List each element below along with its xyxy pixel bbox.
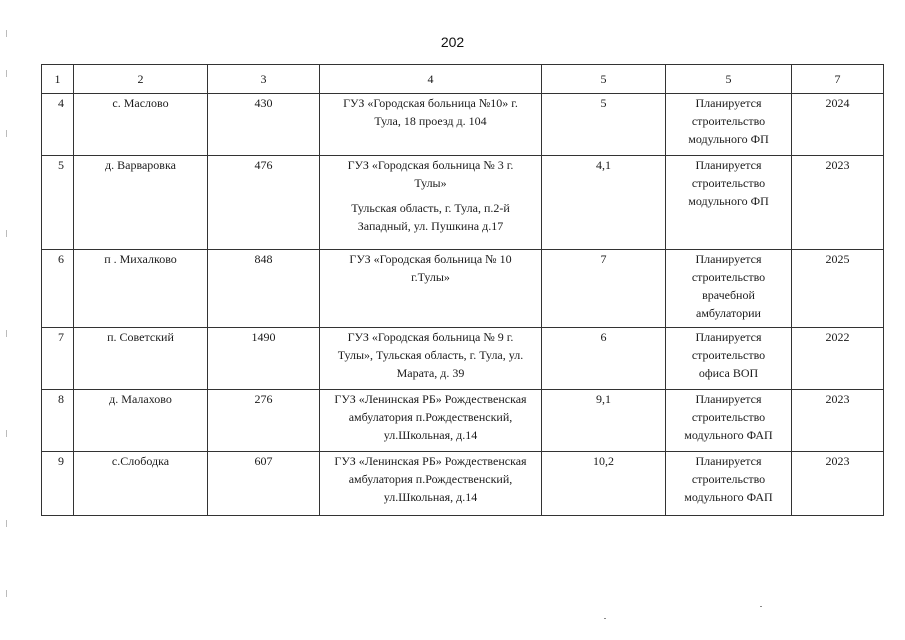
plan-cell-line: модульного ФАП <box>684 490 773 504</box>
institution-cell-line: ГУЗ «Городская больница № 3 г. <box>347 158 514 172</box>
plan-cell-line: строительство <box>691 348 766 362</box>
table-row <box>42 390 884 452</box>
institution-cell-line: амбулатория п.Рождественский, <box>348 410 513 424</box>
plan-cell-line: амбулатории <box>696 306 761 320</box>
year-cell: 2023 <box>792 156 884 250</box>
institution-cell-line: ул.Школьная, д.14 <box>383 428 478 442</box>
institution-cell <box>320 94 542 156</box>
settlement-cell: с. Маслово <box>74 94 208 156</box>
population-cell: 476 <box>208 156 320 250</box>
institution-cell-line: ГУЗ «Городская больница №10» г. <box>343 96 518 110</box>
plan-cell-line: Планируется <box>695 454 762 468</box>
institution-cell-line <box>323 192 538 199</box>
plan-cell <box>666 250 792 328</box>
year-cell: 2024 <box>792 94 884 156</box>
plan-cell <box>666 94 792 156</box>
population-cell: 276 <box>208 390 320 452</box>
header-cell: 5 <box>542 65 666 94</box>
header-row <box>42 65 884 94</box>
settlement-cell: д. Малахово <box>74 390 208 452</box>
plan-cell-line: Планируется <box>695 252 762 266</box>
row-number-cell: 7 <box>42 328 74 390</box>
institution-cell-line: Тулы», Тульская область, г. Тула, ул. <box>337 348 524 362</box>
institution-cell <box>320 452 542 516</box>
header-cell: 4 <box>320 65 542 94</box>
table-row <box>42 328 884 390</box>
table-row <box>42 452 884 516</box>
header-cell: 3 <box>208 65 320 94</box>
plan-cell-line: Планируется <box>695 330 762 344</box>
population-cell: 1490 <box>208 328 320 390</box>
institution-cell-line: Тулы» <box>414 176 447 190</box>
institution-cell-line: Западный, ул. Пушкина д.17 <box>357 219 504 233</box>
row-number-cell: 8 <box>42 390 74 452</box>
scan-speck <box>760 606 762 607</box>
institution-cell-line: ГУЗ «Ленинская РБ» Рождественская <box>334 392 527 406</box>
plan-cell-line: строительство <box>691 114 766 128</box>
row-number-cell: 9 <box>42 452 74 516</box>
year-cell: 2022 <box>792 328 884 390</box>
left-margin-marks <box>6 0 8 640</box>
header-cell: 7 <box>792 65 884 94</box>
table-row <box>42 94 884 156</box>
distance-cell: 9,1 <box>542 390 666 452</box>
institution-cell-line: Тула, 18 проезд д. 104 <box>374 114 487 128</box>
institution-cell-line: Марата, д. 39 <box>396 366 465 380</box>
header-cell: 5 <box>666 65 792 94</box>
row-number-cell: 4 <box>42 94 74 156</box>
institution-cell-line: ул.Школьная, д.14 <box>383 490 478 504</box>
plan-cell-line: Планируется <box>695 392 762 406</box>
scan-speck <box>604 618 606 619</box>
year-cell: 2025 <box>792 250 884 328</box>
plan-cell <box>666 390 792 452</box>
table-row <box>42 250 884 328</box>
plan-cell-line: модульного ФАП <box>684 428 773 442</box>
plan-cell <box>666 452 792 516</box>
plan-cell-line: Планируется <box>695 96 762 110</box>
institution-cell-line: Тульская область, г. Тула, п.2-й <box>351 201 510 215</box>
distance-cell: 6 <box>542 328 666 390</box>
distance-cell: 4,1 <box>542 156 666 250</box>
settlement-cell: с.Слободка <box>74 452 208 516</box>
institution-cell-line: амбулатория п.Рождественский, <box>348 472 513 486</box>
settlement-cell: п . Михалково <box>74 250 208 328</box>
population-cell: 607 <box>208 452 320 516</box>
row-number-cell: 6 <box>42 250 74 328</box>
page-number: 202 <box>440 34 465 50</box>
plan-cell <box>666 156 792 250</box>
plan-cell-line: врачебной <box>702 288 755 302</box>
settlement-cell: п. Советский <box>74 328 208 390</box>
plan-cell-line: модульного ФП <box>688 194 769 208</box>
distance-cell: 5 <box>542 94 666 156</box>
institution-cell <box>320 390 542 452</box>
data-table <box>41 64 884 516</box>
plan-cell-line: модульного ФП <box>688 132 769 146</box>
header-cell: 1 <box>42 65 74 94</box>
population-cell: 848 <box>208 250 320 328</box>
settlement-cell: д. Варваровка <box>74 156 208 250</box>
institution-cell <box>320 250 542 328</box>
institution-cell-line: ГУЗ «Городская больница № 9 г. <box>347 330 514 344</box>
plan-cell-line: строительство <box>691 472 766 486</box>
institution-cell <box>320 328 542 390</box>
plan-cell-line: Планируется <box>695 158 762 172</box>
distance-cell: 10,2 <box>542 452 666 516</box>
header-cell: 2 <box>74 65 208 94</box>
plan-cell-line: строительство <box>691 176 766 190</box>
population-cell: 430 <box>208 94 320 156</box>
plan-cell <box>666 328 792 390</box>
plan-cell-line: офиса ВОП <box>698 366 759 380</box>
institution-cell-line: ГУЗ «Городская больница № 10 <box>349 252 512 266</box>
row-number-cell: 5 <box>42 156 74 250</box>
year-cell: 2023 <box>792 390 884 452</box>
institution-cell <box>320 156 542 250</box>
institution-cell-line: ГУЗ «Ленинская РБ» Рождественская <box>334 454 527 468</box>
institution-cell-line: г.Тулы» <box>411 270 450 284</box>
plan-cell-line: строительство <box>691 270 766 284</box>
year-cell: 2023 <box>792 452 884 516</box>
table-row <box>42 156 884 250</box>
plan-cell-line: строительство <box>691 410 766 424</box>
distance-cell: 7 <box>542 250 666 328</box>
